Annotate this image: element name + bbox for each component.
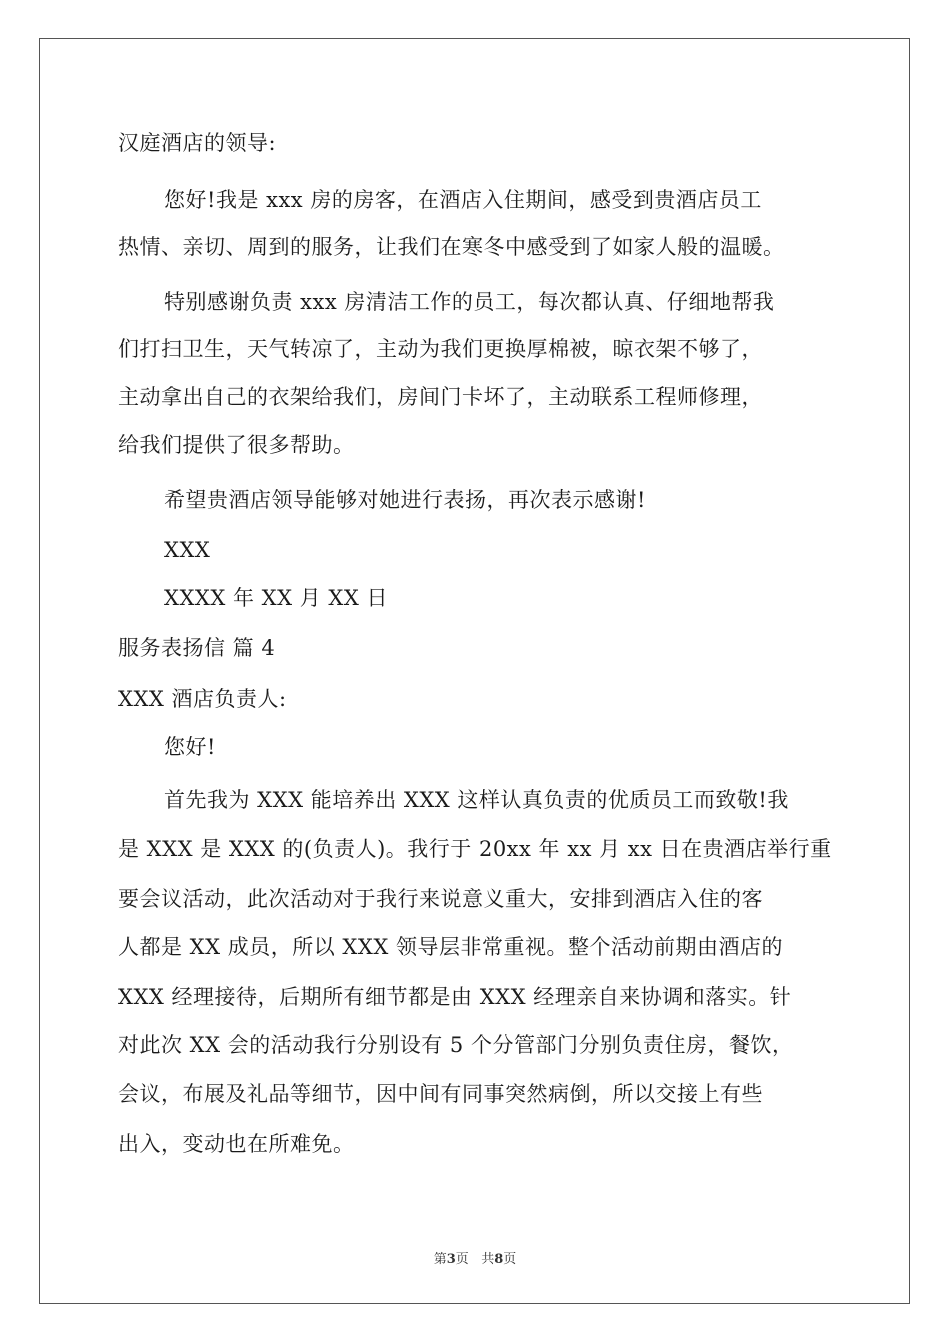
salutation-1: 汉庭酒店的领导:: [118, 131, 277, 155]
section-heading: 服务表扬信 篇 4: [118, 636, 276, 660]
footer-total-prefix: 共: [481, 1252, 495, 1267]
paragraph-line: 主动拿出自己的衣架给我们，房间门卡坏了，主动联系工程师修理，: [118, 385, 763, 409]
footer-current-page: 3: [446, 1252, 456, 1267]
paragraph-line: 对此次 XX 会的活动我行分别设有 5 个分管部门分别负责住房，餐饮，: [118, 1033, 794, 1057]
paragraph-line: 给我们提供了很多帮助。: [118, 433, 355, 457]
paragraph-line: 会议，布展及礼品等细节，因中间有同事突然病倒，所以交接上有些: [118, 1082, 763, 1106]
footer-total-pages: 8: [494, 1252, 504, 1267]
salutation-2: XXX 酒店负责人:: [118, 687, 287, 711]
paragraph-line: 出入，变动也在所难免。: [118, 1132, 355, 1156]
signature-name: XXX: [164, 538, 211, 562]
paragraph-line: 们打扫卫生，天气转凉了，主动为我们更换厚棉被，晾衣架不够了，: [118, 337, 763, 361]
paragraph-line: 希望贵酒店领导能够对她进行表扬，再次表示感谢!: [164, 488, 646, 512]
paragraph-line: XXX 经理接待，后期所有细节都是由 XXX 经理亲自来协调和落实。针: [118, 985, 792, 1009]
footer-page-suffix: 页: [455, 1252, 469, 1267]
page-border: [39, 38, 910, 1304]
greeting: 您好!: [164, 735, 216, 759]
footer-page-prefix: 第: [433, 1252, 447, 1267]
paragraph-line: 要会议活动，此次活动对于我行来说意义重大，安排到酒店入住的客: [118, 887, 763, 911]
paragraph-line: 特别感谢负责 xxx 房清洁工作的员工，每次都认真、仔细地帮我: [164, 290, 775, 314]
footer-total-suffix: 页: [503, 1252, 517, 1267]
paragraph-line: 您好!我是 xxx 房的房客，在酒店入住期间，感受到贵酒店员工: [164, 188, 762, 212]
paragraph-line: 是 XXX 是 XXX 的(负责人)。我行于 20xx 年 xx 月 xx 日在贵酒店举行重: [118, 837, 832, 861]
page-footer: [0, 1248, 950, 1267]
signature-date: XXXX 年 XX 月 XX 日: [164, 586, 388, 610]
paragraph-line: 人都是 XX 成员，所以 XXX 领导层非常重视。整个活动前期由酒店的: [118, 935, 783, 959]
paragraph-line: 首先我为 XXX 能培养出 XXX 这样认真负责的优质员工而致敬!我: [164, 788, 789, 812]
paragraph-line: 热情、亲切、周到的服务，让我们在寒冬中感受到了如家人般的温暖。: [118, 235, 785, 259]
